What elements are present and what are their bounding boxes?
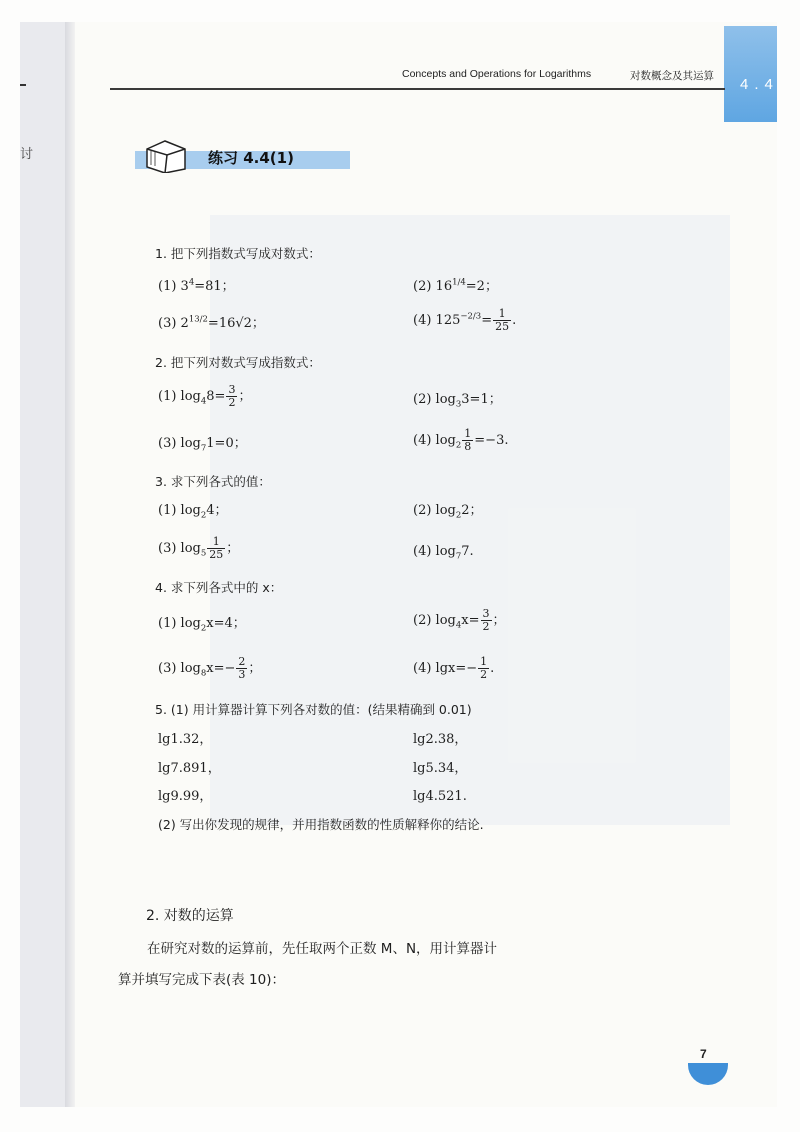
section-heading: 2. 对数的运算	[146, 908, 234, 924]
header-rule	[110, 88, 725, 90]
q1-item-1: (1) $3^4=81$；	[158, 277, 235, 294]
q5-value-4: lg5.34，	[413, 761, 468, 776]
paragraph-line-2: 算并填写完成下表(表 10)：	[118, 972, 286, 988]
q3-item-1: (1) $\log_24$；	[158, 503, 228, 521]
q5-value-6: lg4.521.	[413, 789, 467, 804]
q2-item-1: (1) $\log_48=$ $\frac{3}{2}$ ；	[158, 383, 252, 409]
q3-item-2: (2) $\log_22$；	[413, 503, 483, 521]
exercise-title: 练习 4.4(1)	[208, 149, 294, 167]
left-page-rule	[20, 84, 26, 86]
q3-item-4: (4) $\log_77$.	[413, 544, 474, 562]
page-gutter	[65, 22, 75, 1107]
q1-prompt: 1. 把下列指数式写成对数式：	[155, 246, 321, 261]
left-page-edge	[20, 22, 70, 1107]
q5-value-2: lg2.38，	[413, 732, 468, 747]
q2-prompt: 2. 把下列对数式写成指数式：	[155, 355, 321, 370]
q4-item-2: (2) $\log_4x=$ $\frac{3}{2}$ ；	[413, 607, 506, 633]
q5-value-3: lg7.891，	[158, 761, 221, 776]
left-page-fragment: 讨	[20, 147, 34, 162]
section-tab-number: 4.4	[740, 76, 779, 93]
q2-item-3: (3) $\log_71=0$；	[158, 436, 247, 454]
q4-prompt: 4. 求下列各式中的 x：	[155, 580, 283, 595]
q1-item-3: (3) $2^{13/2}=16√2$；	[158, 314, 265, 331]
q2-item-4: (4) $\log_2$ $\frac{1}{8}$ =−3.	[413, 427, 509, 453]
q5-part2: (2) 写出你发现的规律，并用指数函数的性质解释你的结论.	[158, 817, 484, 832]
q2-item-2: (2) $\log_33=1$；	[413, 392, 502, 410]
q4-item-3: (3) $\log_8x=-$ $\frac{2}{3}$ ；	[158, 655, 262, 681]
book-icon	[143, 135, 189, 173]
section-tab	[724, 26, 777, 122]
q3-prompt: 3. 求下列各式的值：	[155, 474, 271, 489]
running-header-chinese: 对数概念及其运算	[630, 70, 714, 82]
q4-item-4: (4) lgx=− $\frac{1}{2}$ .	[413, 655, 495, 681]
q5-value-5: lg9.99，	[158, 789, 213, 804]
q3-item-3: (3) $\log_5$ $\frac{1}{25}$ ；	[158, 535, 240, 561]
q1-item-4: (4) $125^{-2/3}=$ $\frac{1}{25}$ .	[413, 307, 517, 333]
show-through-shade	[210, 215, 730, 825]
q5-prompt: 5. (1) 用计算器计算下列各对数的值：(结果精确到 0.01)	[155, 702, 472, 717]
q5-value-1: lg1.32，	[158, 732, 213, 747]
q4-item-1: (1) $\log_2x=4$；	[158, 616, 246, 634]
q1-item-2: (2) $16^{1/4}=2$；	[413, 277, 498, 294]
paragraph-line-1: 在研究对数的运算前，先任取两个正数 M、N，用计算器计	[147, 941, 498, 957]
page-number: 7	[700, 1047, 707, 1061]
running-header-english: Concepts and Operations for Logarithms	[402, 68, 592, 80]
